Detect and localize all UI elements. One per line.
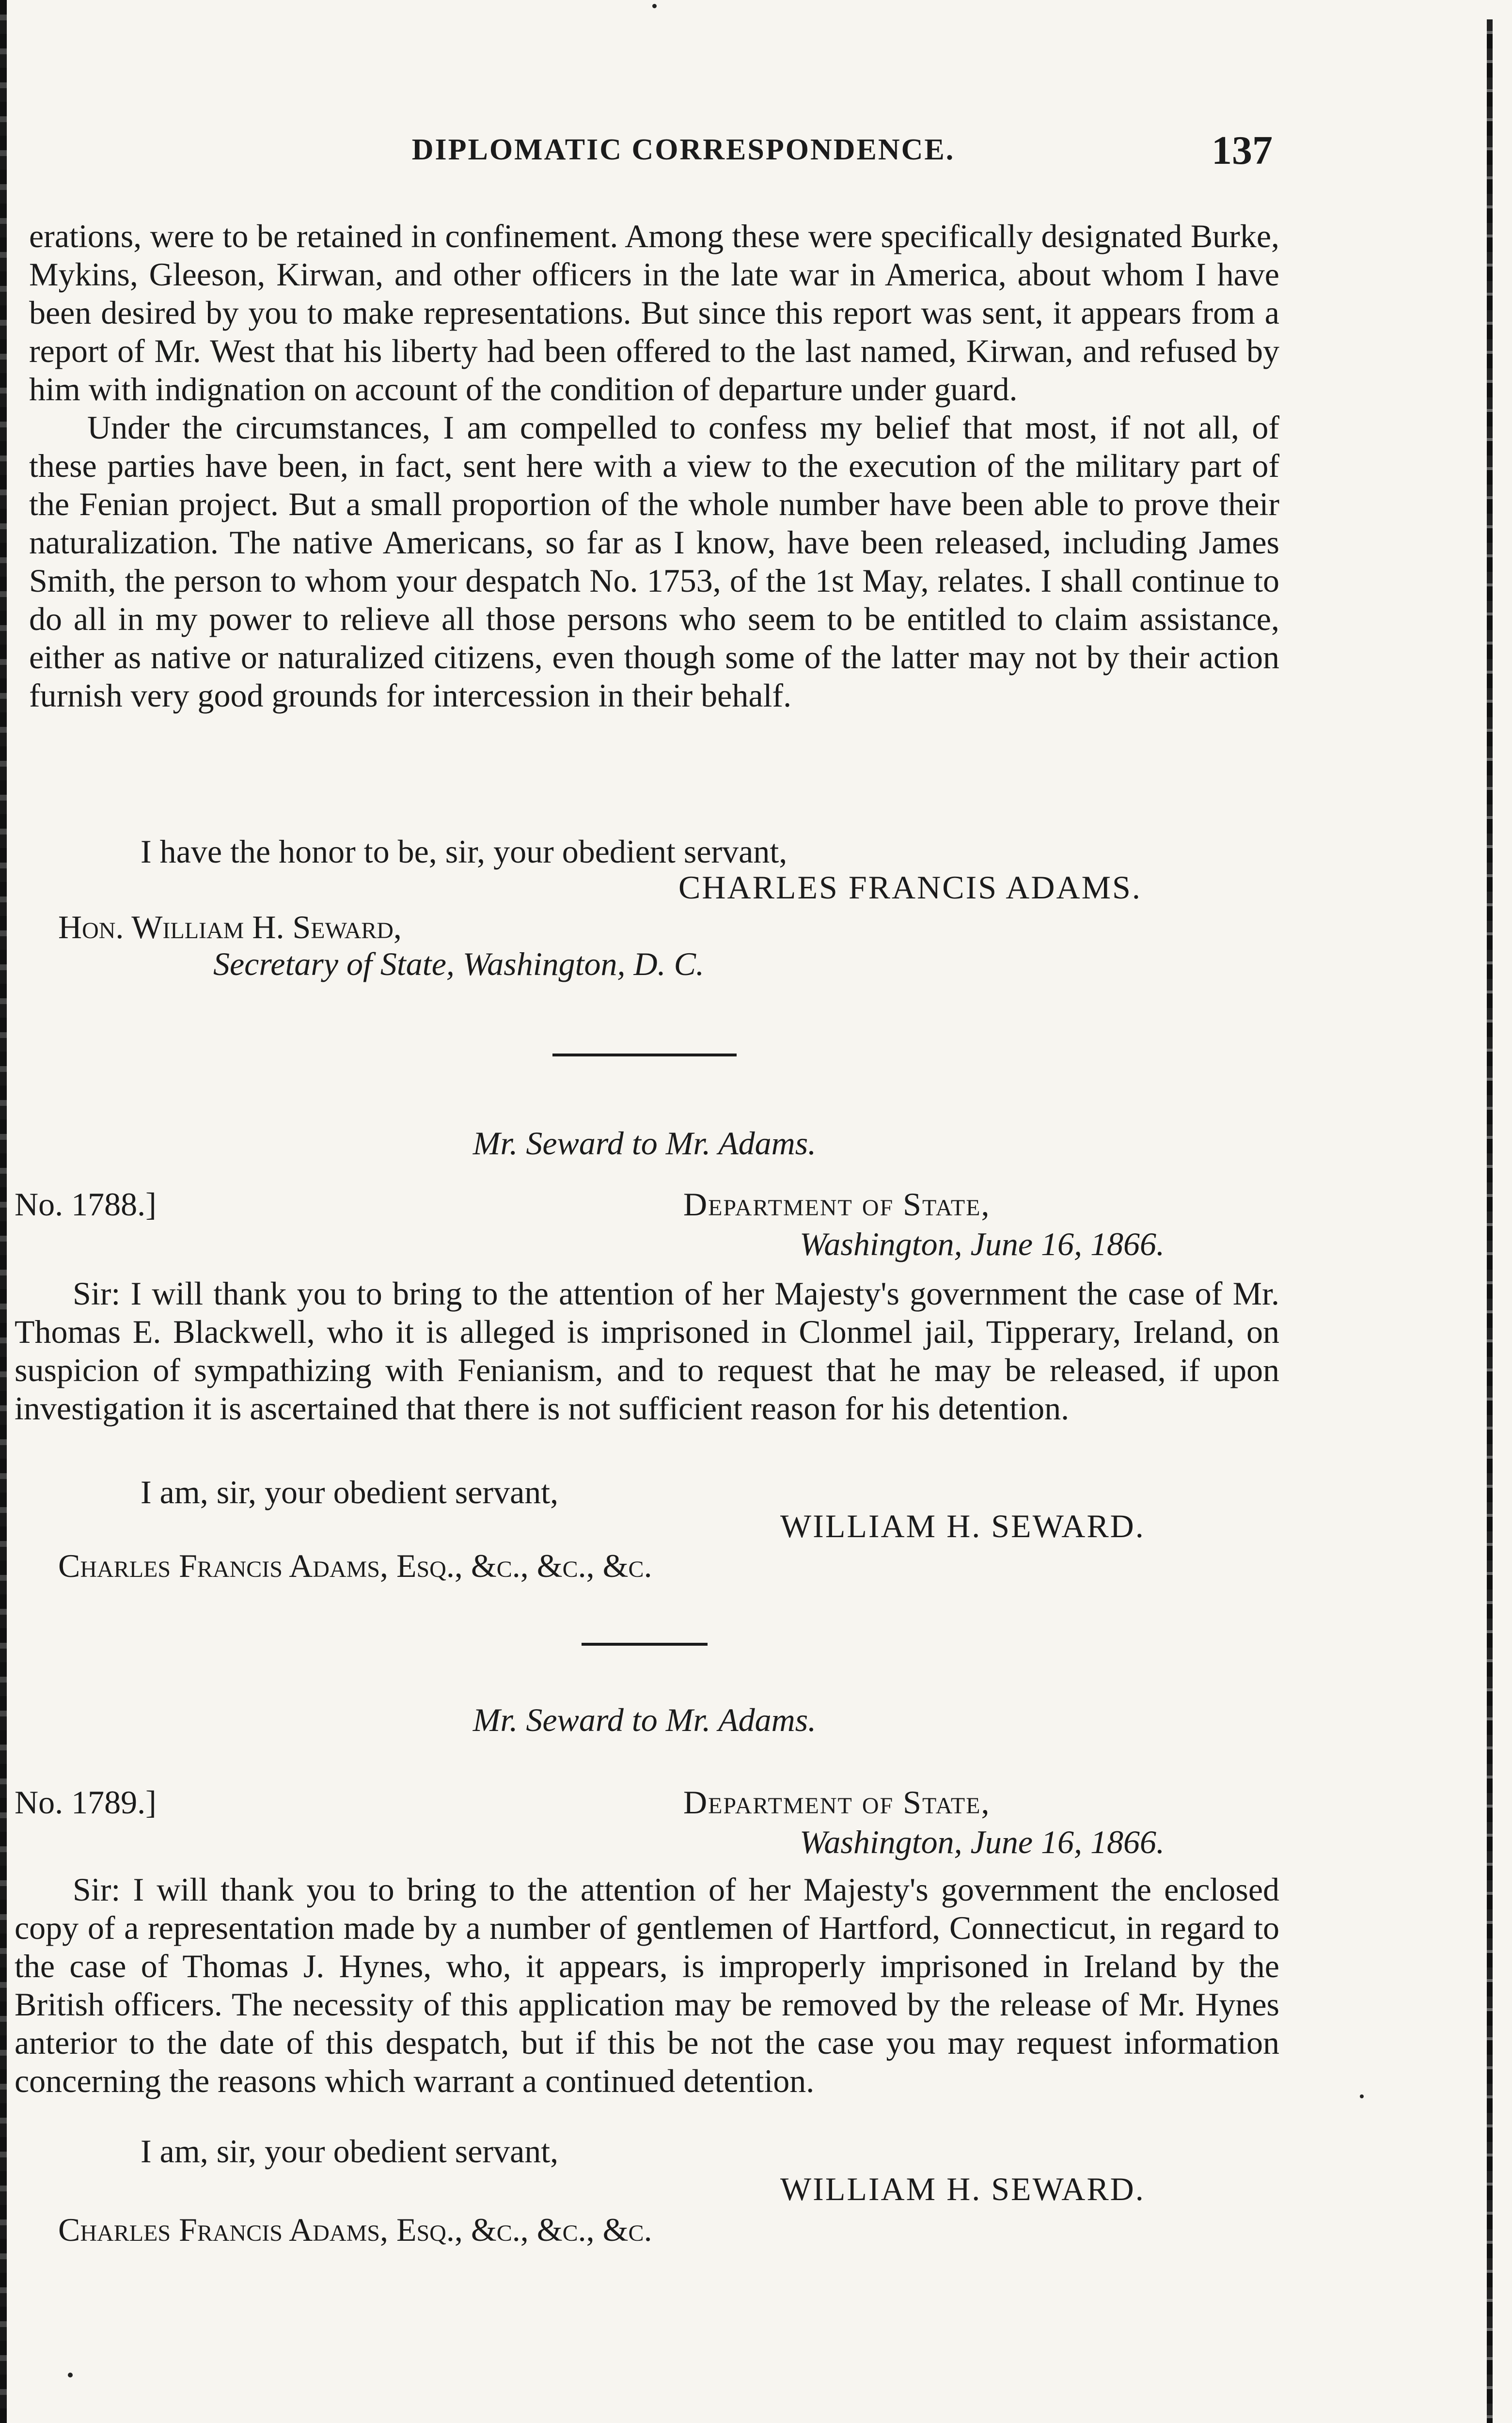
letter3-heading: Mr. Seward to Mr. Adams. [472, 1701, 817, 1738]
scan-speck [68, 2373, 73, 2377]
section-divider [582, 1643, 708, 1646]
letter3-department: Department of State, [683, 1784, 991, 1821]
letter3-signature: WILLIAM H. SEWARD. [780, 2171, 1145, 2207]
letter2-closing: I am, sir, your obedient servant, [141, 1474, 559, 1510]
letter3-closing: I am, sir, your obedient servant, [141, 2133, 559, 2170]
section-divider [552, 1054, 737, 1056]
letter2-addressee: Charles Francis Adams, Esq., &c., &c., &c. [58, 1547, 652, 1584]
letter1-addressee-name: Hon. William H. Seward, [58, 909, 402, 945]
letter2-number: No. 1788.] [15, 1186, 157, 1223]
letter3-dateline: Washington, June 16, 1866. [800, 1824, 1165, 1860]
scan-speck [1360, 2094, 1364, 2098]
letter2-department: Department of State, [683, 1186, 991, 1223]
scan-left-edge [0, 0, 7, 2423]
letter1-paragraph: Under the circumstances, I am compelled to confess my belief that most, if not all, of these parties have been, in fact, sent here with a view to the execution of the military part of the Fenian project. But a small proportion of the whole number have been able to prove their naturalization. The native Americans, so far as I know, have been released, including James Smith, the person to whom your despatch No. 1753, of the 1st May, relates. I shall continue to do all in my power to relieve all those persons who seem to be entitled to claim assistance, either as native or naturalized citizens, even though some of the latter may not by their action furnish very good grounds for intercession in their behalf. [29, 409, 1279, 714]
letter1-body [29, 217, 1279, 715]
letter2-heading: Mr. Seward to Mr. Adams. [472, 1125, 817, 1162]
letter2-dateline: Washington, June 16, 1866. [800, 1226, 1165, 1262]
letter3-body: Sir: I will thank you to bring to the attention of her Majesty's government the enclosed copy of a representation made by a number of gentlemen of Hartford, Connecticut, in regard to the case of Thomas J. Hynes, who, it appears, is improperly imprisoned in Ireland by the British officers. The necessity of this application may be removed by the release of Mr. Hynes anterior to the date of this despatch, but if this be not the case you may request information concerning the reasons which warrant a continued detention. [15, 1871, 1279, 2099]
running-head-title: DIPLOMATIC CORRESPONDENCE. [411, 133, 955, 166]
letter2-body: Sir: I will thank you to bring to the attention of her Majesty's government the case of Mr. Thomas E. Blackwell, who it is alleged is imprisoned in Clonmel jail, Tipperary, Ireland, on suspicion of sympathizing with Fenianism, and to request that he may be released, if upon investigation it is ascertained that there is not sufficient reason for his detention. [15, 1275, 1279, 1427]
scan-right-edge [1487, 19, 1493, 2423]
letter2-signature: WILLIAM H. SEWARD. [780, 1508, 1145, 1544]
letter3-addressee: Charles Francis Adams, Esq., &c., &c., &c. [58, 2211, 652, 2248]
running-head [29, 127, 1289, 180]
letter1-closing: I have the honor to be, sir, your obedient servant, [141, 833, 788, 870]
letter1-paragraph: erations, were to be retained in confinement. Among these were specifically designated Burke, Mykins, Gleeson, Kirwan, and other officers in the late war in America, about whom I have been desired by you to make representations. But since this report was sent, it appears from a report of Mr. West that his liberty had been offered to the last named, Kirwan, and refused by him with indignation on account of the condition of departure under guard. [29, 218, 1279, 408]
page-number: 137 [1212, 128, 1273, 173]
letter3-number: No. 1789.] [15, 1784, 157, 1821]
letter1-addressee-title: Secretary of State, Washington, D. C. [213, 945, 704, 982]
scan-speck [652, 4, 657, 8]
letter1-signature: CHARLES FRANCIS ADAMS. [678, 869, 1142, 906]
